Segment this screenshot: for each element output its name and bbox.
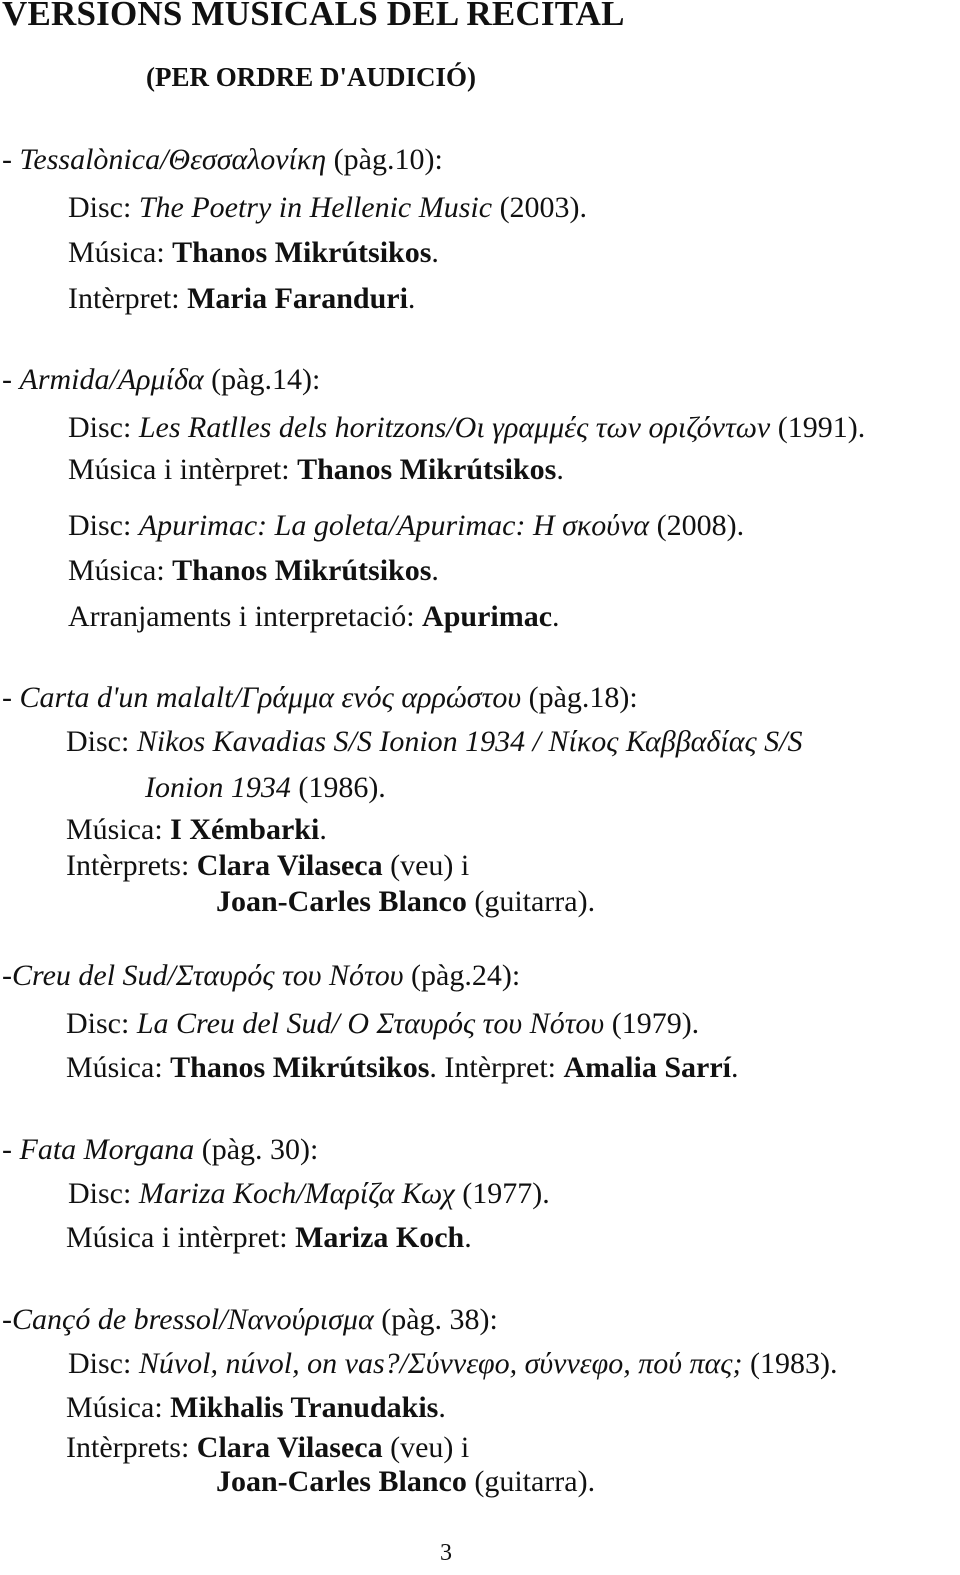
music-line: Música: Thanos Mikrútsikos. Intèrpret: Amalia Sarrí. (66, 1051, 739, 1084)
section-heading: -Creu del Sud/Σταυρός του Νότου (pàg.24): (2, 959, 521, 992)
page-number: 3 (440, 1540, 452, 1566)
music-line: Música i intèrpret: Mariza Koch. (66, 1221, 472, 1254)
song-title: Cançó de bressol/Νανούρισμα (12, 1303, 374, 1336)
section-heading: - Tessalònica/Θεσσαλονίκη (pàg.10): (2, 143, 443, 176)
page-ref: (pàg.18): (521, 681, 638, 714)
performers-line-continued: Joan-Carles Blanco (guitarra). (216, 885, 596, 918)
song-title: Fata Morgana (19, 1133, 195, 1166)
disc-line: Disc: La Creu del Sud/ Ο Σταυρός του Νότου (1979). (66, 1007, 700, 1040)
disc-line: Disc: Núvol, núvol, on vas?/Σύννεφο, σύννεφο, πού πας; (1983). (68, 1347, 838, 1380)
section-heading: - Carta d'un malalt/Γράμμα ενός αρρώστου (pàg.18): (2, 681, 638, 714)
disc-line: Disc: Nikos Kavadias S/S Ionion 1934 / Νίκος Καββαδίας S/S (66, 725, 803, 758)
page-ref: (pàg.24): (403, 959, 521, 992)
disc-line: Disc: Apurimac: La goleta/Apurimac: Η σκούνα (2008). (68, 509, 745, 542)
music-line: Música: Mikhalis Tranudakis. (66, 1391, 446, 1424)
music-line: Música: I Xémbarki. (66, 813, 327, 846)
page-subtitle: (PER ORDRE D'AUDICIÓ) (146, 62, 476, 92)
song-title: Tessalònica/Θεσσαλονίκη (19, 143, 327, 176)
performers-line-continued: Joan-Carles Blanco (guitarra). (216, 1465, 596, 1498)
music-line: Música: Thanos Mikrútsikos. (68, 554, 439, 587)
disc-line-continued: Ionion 1934 (1986). (145, 771, 386, 804)
page-ref: (pàg.14): (203, 363, 321, 396)
section-heading: - Armida/Αρμίδα (pàg.14): (2, 363, 321, 396)
section-heading: -Cançó de bressol/Νανούρισμα (pàg. 38): (2, 1303, 498, 1336)
disc-line: Disc: Les Ratlles dels horitzons/Οι γραμμές των οριζόντων (1991). (68, 411, 866, 444)
page-ref: (pàg. 30): (194, 1133, 319, 1166)
performer-line: Intèrpret: Maria Faranduri. (68, 282, 416, 315)
disc-line: Disc: Mariza Koch/Μαρίζα Κωχ (1977). (68, 1177, 550, 1210)
song-title: Carta d'un malalt/Γράμμα ενός αρρώστου (19, 681, 522, 714)
song-title: Creu del Sud/Σταυρός του Νότου (12, 959, 404, 992)
music-line: Música i intèrpret: Thanos Mikrútsikos. (68, 453, 564, 486)
performers-line: Intèrprets: Clara Vilaseca (veu) i (66, 1431, 470, 1464)
page-ref: (pàg. 38): (373, 1303, 498, 1336)
music-line: Música: Thanos Mikrútsikos. (68, 236, 439, 269)
page-ref: (pàg.10): (326, 143, 443, 176)
performers-line: Intèrprets: Clara Vilaseca (veu) i (66, 849, 470, 882)
section-heading: - Fata Morgana (pàg. 30): (2, 1133, 319, 1166)
arrangement-line: Arranjaments i interpretació: Apurimac. (68, 600, 560, 633)
page-title: VERSIONS MUSICALS DEL RECITAL (2, 0, 625, 33)
song-title: Armida/Αρμίδα (19, 363, 204, 396)
disc-line: Disc: The Poetry in Hellenic Music (2003). (68, 191, 588, 224)
